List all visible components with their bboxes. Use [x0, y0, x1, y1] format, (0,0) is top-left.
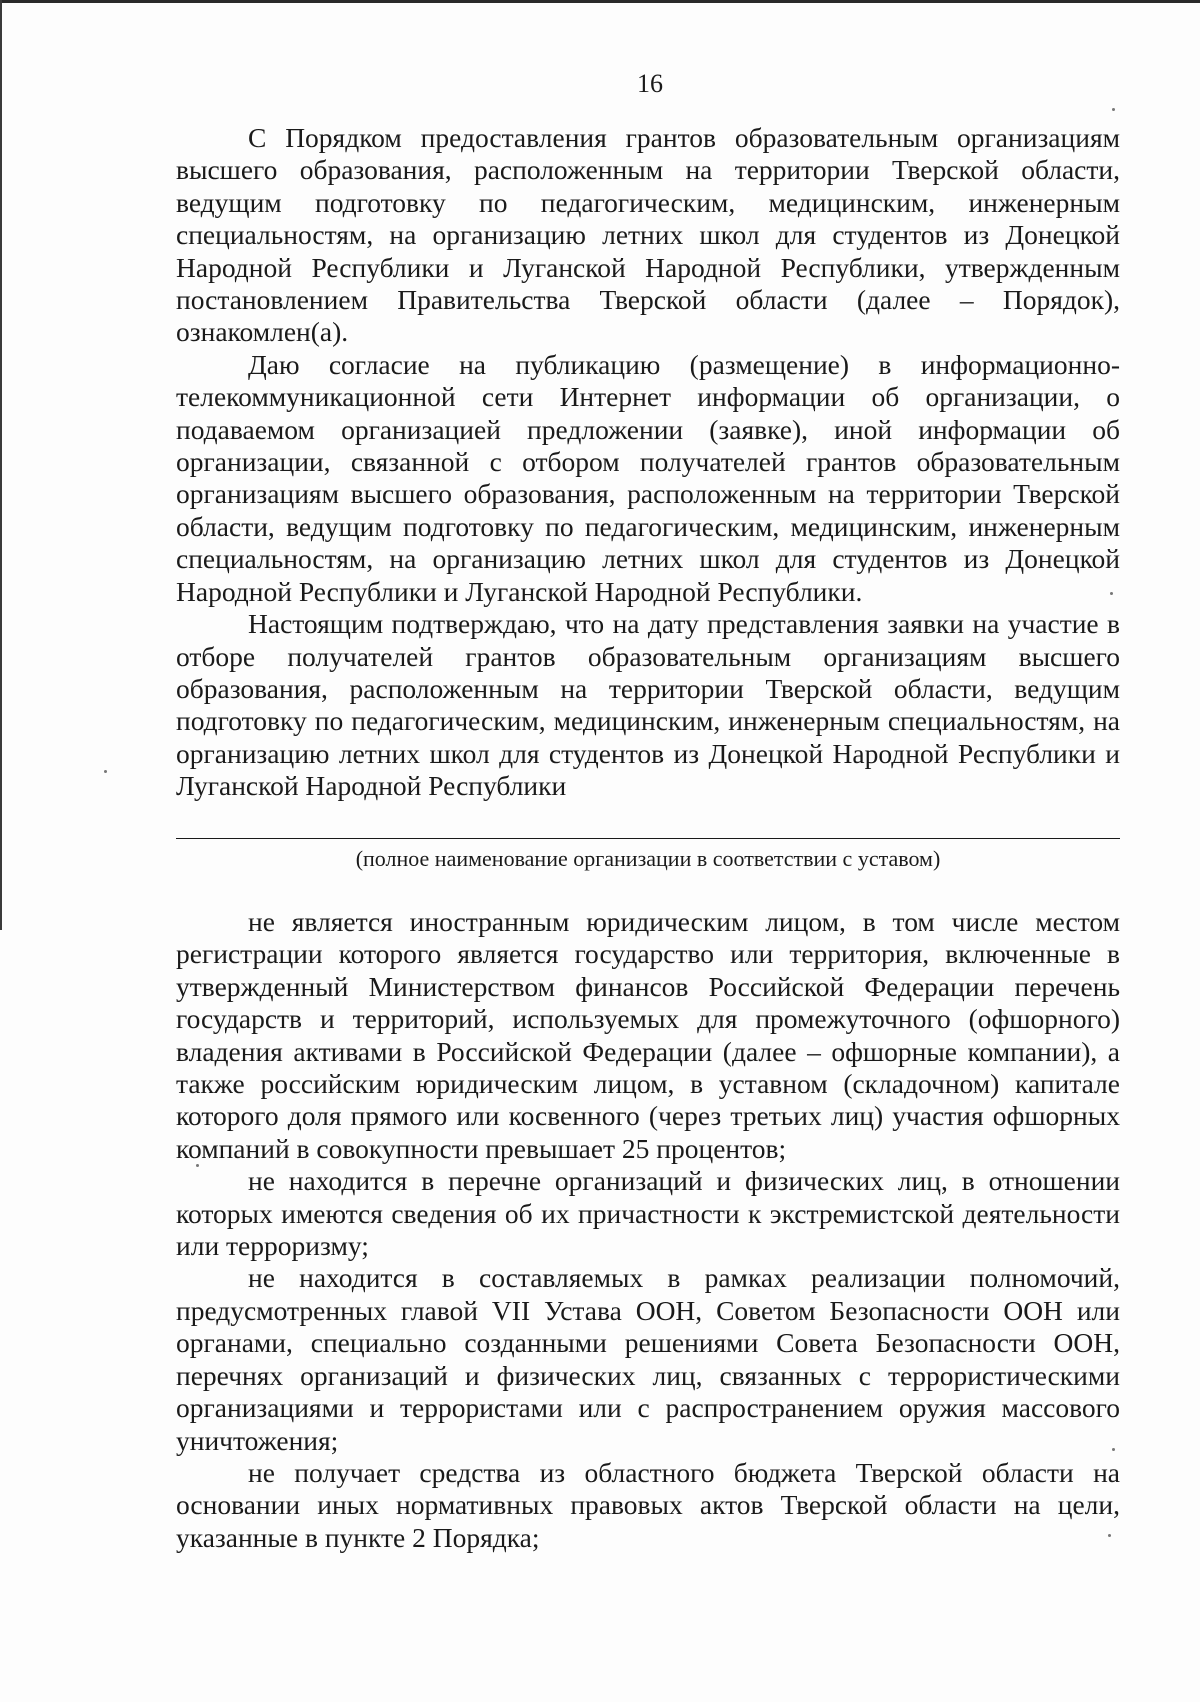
paragraph-not-in-extremist-list: не находится в перечне организаций и физических лиц, в отношении которых имеются сведения об их причастности к экстремистской деятельности или терроризму; [176, 1165, 1120, 1262]
paragraph-not-in-un-list: не находится в составляемых в рамках реализации полномочий, предусмотренных главой VII Устава ООН, Советом Безопасности ООН или органами, специально созданными решениями Совета Безопасности ООН, перечнях организаций и физических лиц, связанных с террористическими организациями и террористами или с распространением оружия массового уничтожения; [176, 1262, 1120, 1456]
page-number: 16 [637, 69, 663, 98]
scan-speck [1110, 592, 1113, 595]
scan-border-left [0, 0, 2, 930]
scan-speck [1112, 108, 1115, 111]
body-text-lower [176, 906, 1120, 1554]
organization-name-line [176, 838, 1120, 839]
scan-speck [196, 1164, 199, 1167]
paragraph-publication-consent: Даю согласие на публикацию (размещение) в информационно-телекоммуникационной сети Интернет информации об организации, о подаваемом организацией предложении (заявке), иной информации об организации, связанной с отбором получателей грантов образовательным организациям высшего образования, расположенным на территории Тверской области, ведущим подготовку по педагогическим, медицинским, инженерным специальностям, на организацию летних школ для студентов из Донецкой Народной Республики и Луганской Народной Республики. [176, 348, 1120, 607]
scan-border-top [0, 0, 1200, 3]
scan-speck [104, 770, 107, 773]
paragraph-no-budget-funds: не получает средства из областного бюджета Тверской области на основании иных нормативных правовых актов Тверской области на цели, указанные в пункте 2 Порядка; [176, 1456, 1120, 1553]
paragraph-confirmation: Настоящим подтверждаю, что на дату представления заявки на участие в отборе получателей грантов образовательным организациям высшего образования, расположенным на территории Тверской области, ведущим подготовку по педагогическим, медицинским, инженерным специальностям, на организацию летних школ для студентов из Донецкой Народной Республики и Луганской Народной Республики [176, 608, 1120, 802]
scan-speck [1108, 1534, 1111, 1537]
paragraph-not-foreign-entity: не является иностранным юридическим лицом, в том числе местом регистрации которого является государство или территория, включенные в утвержденный Министерством финансов Российской Федерации перечень государств и территорий, используемых для промежуточного (офшорного) владения активами в Российской Федерации (далее – офшорные компании), а также российским юридическим лицом, в уставном (складочном) капитале которого доля прямого или косвенного (через третьих лиц) участия офшорных компаний в совокупности превышает 25 процентов; [176, 906, 1120, 1164]
organization-name-caption: (полное наименование организации в соответствии с уставом) [355, 846, 941, 871]
scan-speck [1112, 1448, 1115, 1451]
paragraph-acknowledgement: С Порядком предоставления грантов образовательным организациям высшего образования, расположенным на территории Тверской области, ведущим подготовку по педагогическим, медицинским, инженерным специальностям, на организацию летних школ для студентов из Донецкой Народной Республики и Луганской Народной Республики, утвержденным постановлением Правительства Тверской области (далее – Порядок), ознакомлен(а). [176, 122, 1120, 348]
organization-name-field [176, 838, 1120, 873]
body-text-upper [176, 122, 1120, 803]
